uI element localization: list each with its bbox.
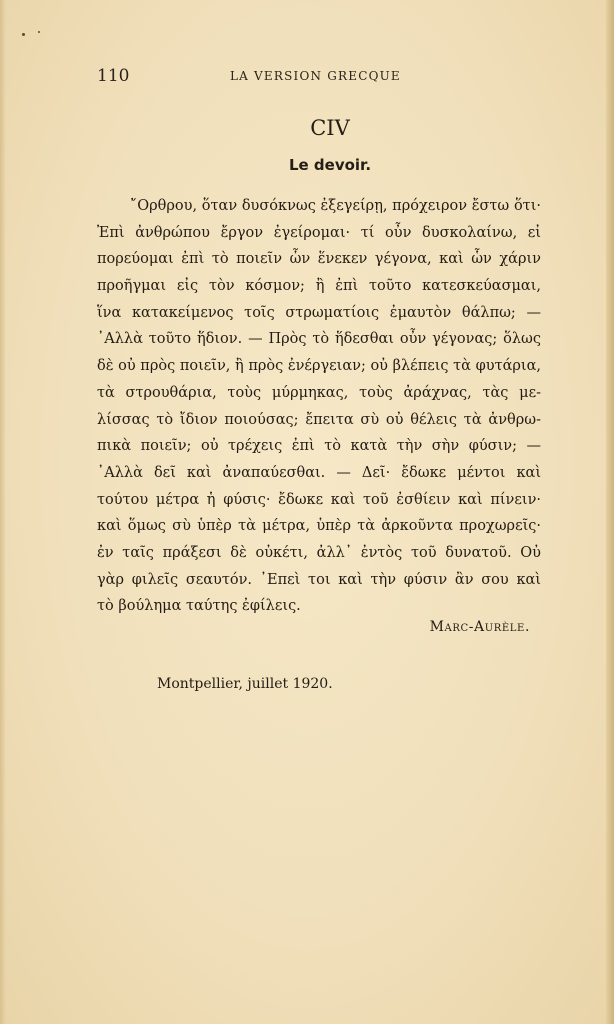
paper-speck [38, 31, 40, 33]
passage-line: πικὰ ποιεῖν; οὐ τρέχεις ἐπὶ τὸ κατὰ τὴν σὴν φύσιν; — [97, 438, 541, 455]
page-edge-right [606, 0, 614, 1024]
passage-line: γὰρ φιλεῖς σεαυτόν. ᾿Επεὶ τοι καὶ τὴν φύσιν ἂν σου καὶ [97, 571, 541, 588]
passage-line: δὲ οὐ πρὸς ποιεῖν, ἢ πρὸς ἐνέργειαν; οὐ βλέπεις τὰ φυτάρια, [97, 358, 541, 375]
passage-line: ἐν ταῖς πράξεσι δὲ οὐκέτι, ἀλλ᾿ ἐντὸς τοῦ δυνατοῦ. Οὐ [97, 544, 541, 561]
paper-speck [22, 33, 25, 36]
passage-line: ᾿Αλλὰ τοῦτο ἥδιον. — Πρὸς τὸ ἥδεσθαι οὖν γέγονας; ὅλως [97, 331, 541, 348]
passage-line: ῎Ορθρου, ὅταν δυσόκνως ἐξεγείρῃ, πρόχειρον ἔστω ὅτι· [130, 198, 541, 214]
passage-line: τὸ βούλημα ταύτης ἐφίλεις. [97, 598, 301, 615]
greek-passage [97, 193, 541, 620]
author-attribution: Marc-Aurèle. [429, 619, 530, 635]
page-shadow-left [0, 0, 6, 1024]
passage-line: προῆγμαι εἰς τὸν κόσμον; ἢ ἐπὶ τοῦτο κατεσκεύασμαι, [97, 278, 541, 295]
passage-line: ᾿Αλλὰ δεῖ καὶ ἀναπαύεσθαι. — Δεῖ· ἔδωκε μέντοι καὶ [97, 464, 541, 481]
passage-line: πορεύομαι ἐπὶ τὸ ποιεῖν ὧν ἕνεκεν γέγονα, καὶ ὧν χάριν [97, 251, 541, 268]
passage-line: λίσσας τὸ ἴδιον ποιούσας; ἔπειτα σὺ οὐ θέλεις τὰ ἀνθρω- [97, 411, 541, 428]
passage-line: τὰ στρουθάρια, τοὺς μύρμηκας, τοὺς ἀράχνας, τὰς με- [97, 384, 541, 401]
passage-line: ἵνα κατακείμενος τοῖς στρωματίοις ἐμαυτὸν θάλπω; — [97, 304, 541, 321]
running-head: LA VERSION GRECQUE [230, 69, 401, 83]
passage-line: τούτου μέτρα ἡ φύσις· ἔδωκε καὶ τοῦ ἐσθίειν καὶ πίνειν· [97, 491, 541, 508]
chapter-number: CIV [310, 116, 350, 140]
page-header [97, 66, 552, 86]
chapter-title: Le devoir. [288, 156, 372, 174]
passage-line: καὶ ὅμως σὺ ὑπὲρ τὰ μέτρα, ὑπὲρ τὰ ἀρκοῦντα προχωρεῖς· [97, 518, 541, 535]
page-number: 110 [97, 66, 130, 86]
dateline: Montpellier, juillet 1920. [157, 676, 333, 692]
passage-line: Ἐπὶ ἀνθρώπου ἔργον ἐγείρομαι· τί οὖν δυσκολαίνω, εἰ [97, 224, 541, 241]
